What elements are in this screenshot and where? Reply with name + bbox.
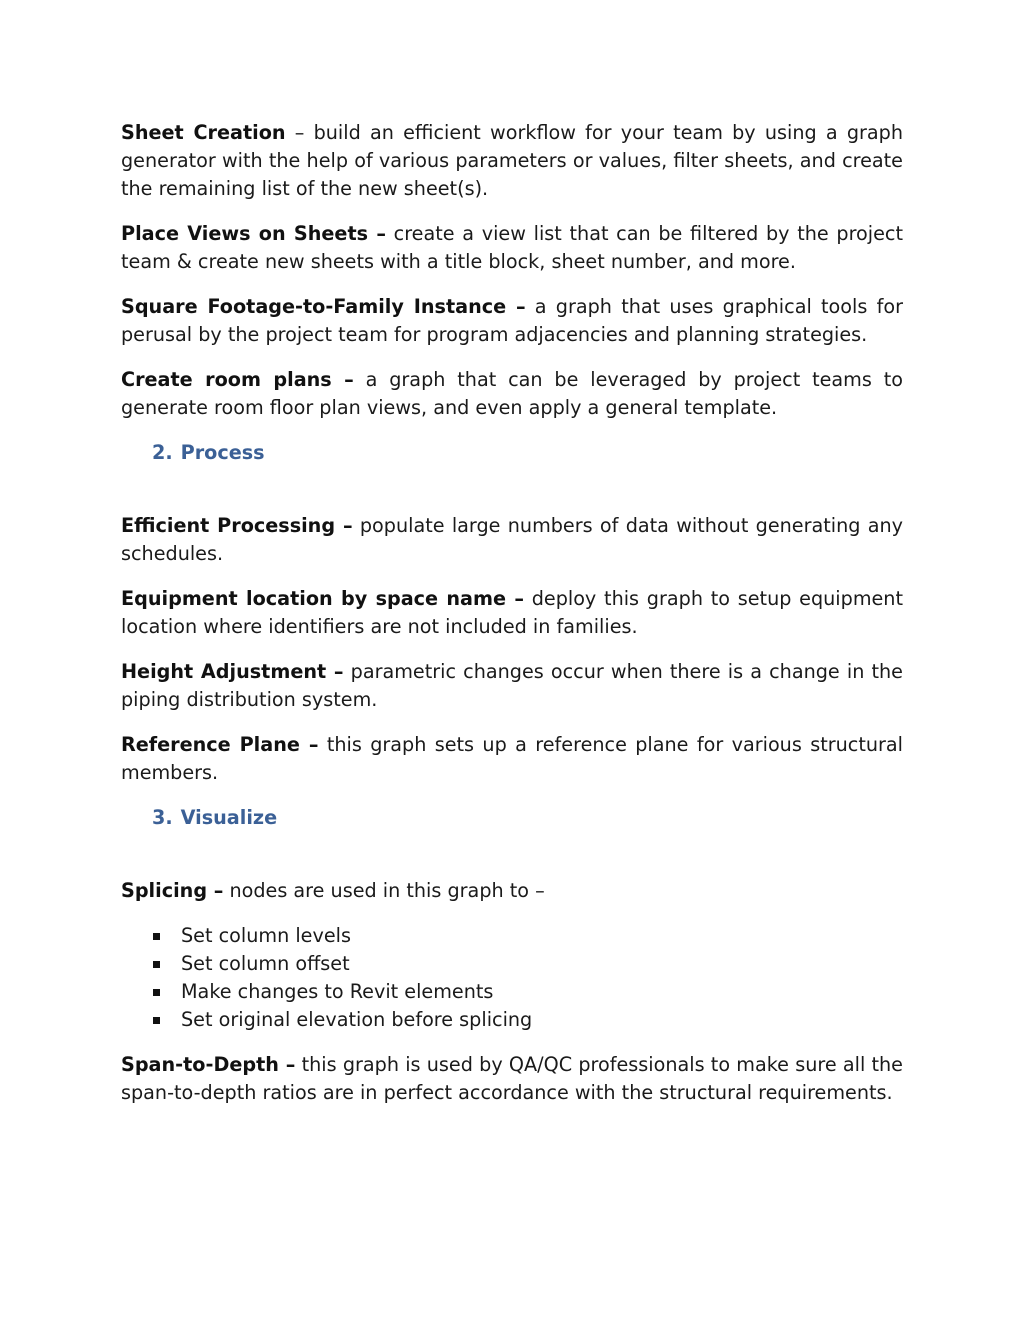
paragraph-square-footage xyxy=(121,293,903,349)
list-item-text: Set original elevation before splicing xyxy=(181,1008,533,1031)
term-description: this graph sets up a reference plane for various structural members. xyxy=(121,733,903,784)
square-bullet-icon xyxy=(153,1017,160,1024)
list-item xyxy=(153,978,903,1006)
paragraph-splicing xyxy=(121,877,903,905)
separator xyxy=(524,587,532,610)
paragraph-height-adjustment xyxy=(121,658,903,714)
term-title: Splicing – xyxy=(121,879,224,902)
term-description: a graph that can be leveraged by project teams to generate room floor plan views, and even apply a general template. xyxy=(121,368,903,419)
term-description: this graph is used by QA/QC professionals to make sure all the span-to-depth ratios are in perfect accordance with the structural requirements. xyxy=(121,1053,903,1104)
list-item xyxy=(153,950,903,978)
square-bullet-icon xyxy=(153,933,160,940)
separator xyxy=(353,514,360,537)
section-title: Visualize xyxy=(180,806,278,829)
term-title: Reference Plane – xyxy=(121,733,319,756)
section-heading-visualize xyxy=(121,804,903,832)
paragraph-efficient-processing xyxy=(121,512,903,568)
paragraph-sheet-creation xyxy=(121,119,903,203)
term-title: Sheet Creation xyxy=(121,121,286,144)
splicing-bullet-list xyxy=(121,922,903,1034)
square-bullet-icon xyxy=(153,961,160,968)
term-title: Equipment location by space name – xyxy=(121,587,524,610)
term-description: parametric changes occur when there is a change in the piping distribution system. xyxy=(121,660,903,711)
document-page xyxy=(121,119,903,1124)
separator xyxy=(354,368,366,391)
term-title: Efficient Processing – xyxy=(121,514,353,537)
term-title: Span-to-Depth – xyxy=(121,1053,296,1076)
section-title: Process xyxy=(180,441,265,464)
list-item xyxy=(153,922,903,950)
square-bullet-icon xyxy=(153,989,160,996)
section-number: 3. xyxy=(152,806,173,829)
list-item xyxy=(153,1006,903,1034)
list-item-text: Set column offset xyxy=(181,952,350,975)
term-title: Square Footage-to-Family Instance – xyxy=(121,295,526,318)
term-title: Height Adjustment – xyxy=(121,660,344,683)
spacer xyxy=(121,832,903,877)
term-title: Place Views on Sheets – xyxy=(121,222,386,245)
list-item-text: Set column levels xyxy=(181,924,351,947)
spacer xyxy=(121,467,903,512)
separator xyxy=(344,660,351,683)
term-description: populate large numbers of data without generating any schedules. xyxy=(121,514,903,565)
paragraph-place-views xyxy=(121,220,903,276)
paragraph-create-room-plans xyxy=(121,366,903,422)
paragraph-reference-plane xyxy=(121,731,903,787)
section-number: 2. xyxy=(152,441,173,464)
term-description: build an efficient workflow for your team by using a graph generator with the help of various parameters or values, filter sheets, and create the remaining list of the new sheet(s). xyxy=(121,121,903,200)
paragraph-equipment-location xyxy=(121,585,903,641)
term-description: nodes are used in this graph to – xyxy=(229,879,545,902)
separator: – xyxy=(285,121,314,144)
separator xyxy=(526,295,535,318)
separator xyxy=(386,222,394,245)
section-heading-process xyxy=(121,439,903,467)
term-description: deploy this graph to setup equipment location where identifiers are not included in families. xyxy=(121,587,903,638)
term-description: create a view list that can be filtered by the project team & create new sheets with a title block, sheet number, and more. xyxy=(121,222,903,273)
separator xyxy=(318,733,326,756)
paragraph-span-to-depth xyxy=(121,1051,903,1107)
list-item-text: Make changes to Revit elements xyxy=(181,980,494,1003)
term-description: a graph that uses graphical tools for perusal by the project team for program adjacencies and planning strategies. xyxy=(121,295,903,346)
term-title: Create room plans – xyxy=(121,368,354,391)
